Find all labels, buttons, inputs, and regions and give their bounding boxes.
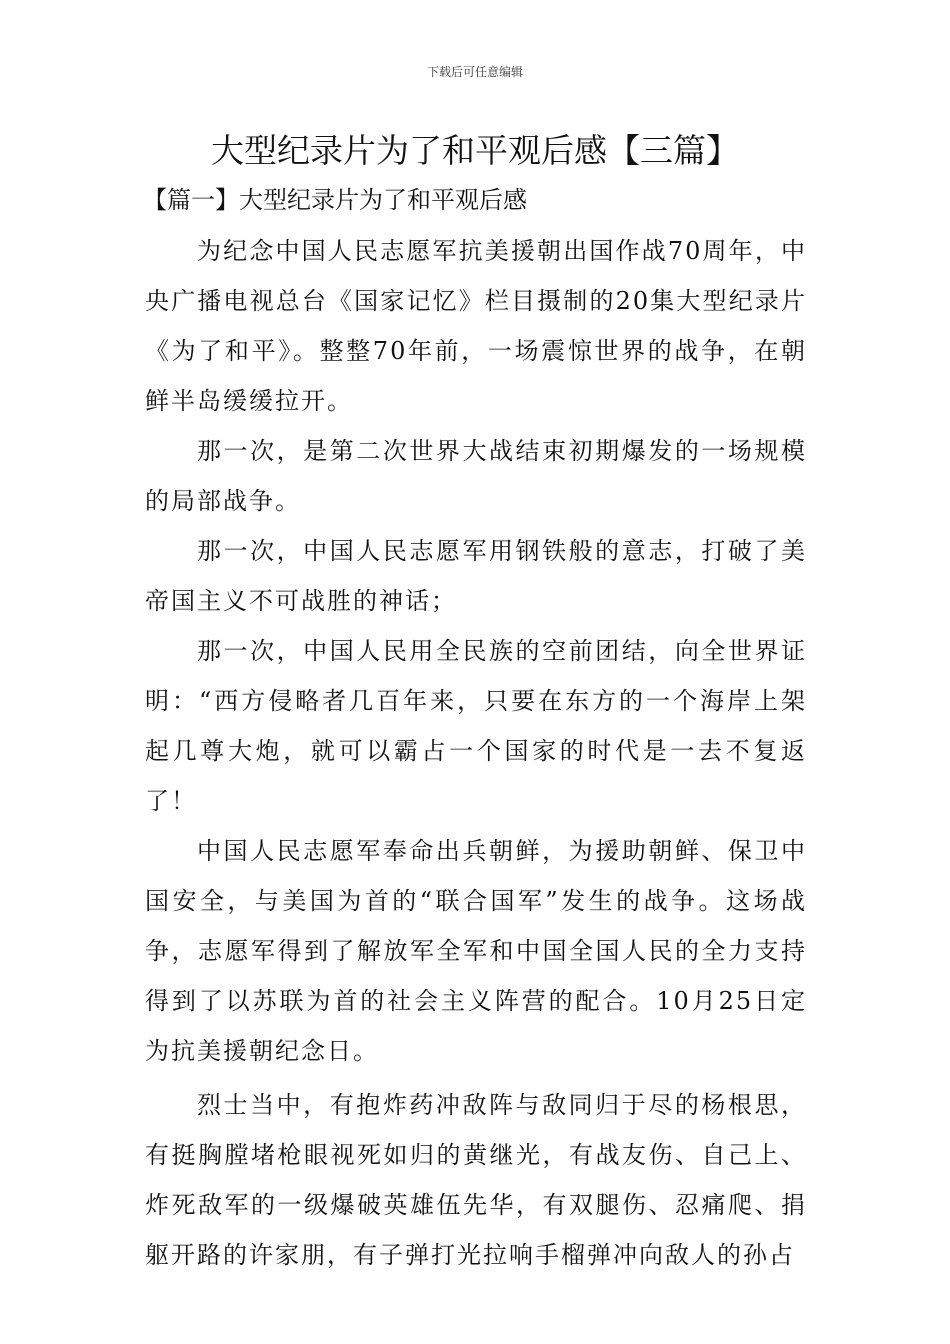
document-body [145, 226, 807, 1280]
paragraph: 为纪念中国人民志愿军抗美援朝出国作战70周年，中央广播电视总台《国家记忆》栏目摄制的20集大型纪录片《为了和平》。整整70年前，一场震惊世界的战争，在朝鲜半岛缓缓拉开。 [145, 237, 807, 415]
header-note: 下载后可任意编辑 [426, 65, 523, 79]
paragraph: 烈士当中，有抱炸药冲敌阵与敌同归于尽的杨根思，有挺胸膛堵枪眼视死如归的黄继光，有战友伤、自己上、炸死敌军的一级爆破英雄伍先华，有双腿伤、忍痛爬、捐躯开路的许家朋，有子弹打光拉响手榴弹冲向敌人的孙占 [145, 1091, 807, 1269]
section-heading: 【篇一】大型纪录片为了和平观后感 [143, 186, 527, 214]
paragraph: 中国人民志愿军奉命出兵朝鲜，为援助朝鲜、保卫中国安全，与美国为首的“联合国军”发生的战争。这场战争，志愿军得到了解放军全军和中国全国人民的全力支持得到了以苏联为首的社会主义阵营的配合。10月25日定为抗美援朝纪念日。 [145, 837, 807, 1065]
paragraph: 那一次，中国人民用全民族的空前团结，向全世界证明：“西方侵略者几百年来，只要在东方的一个海岸上架起几尊大炮，就可以霸占一个国家的时代是一去不复返了！ [145, 637, 807, 815]
paragraph: 那一次，是第二次世界大战结束初期爆发的一场规模的局部战争。 [145, 437, 807, 515]
paragraph: 那一次，中国人民志愿军用钢铁般的意志，打破了美帝国主义不可战胜的神话； [145, 537, 807, 615]
document-title: 大型纪录片为了和平观后感【三篇】 [211, 131, 739, 170]
